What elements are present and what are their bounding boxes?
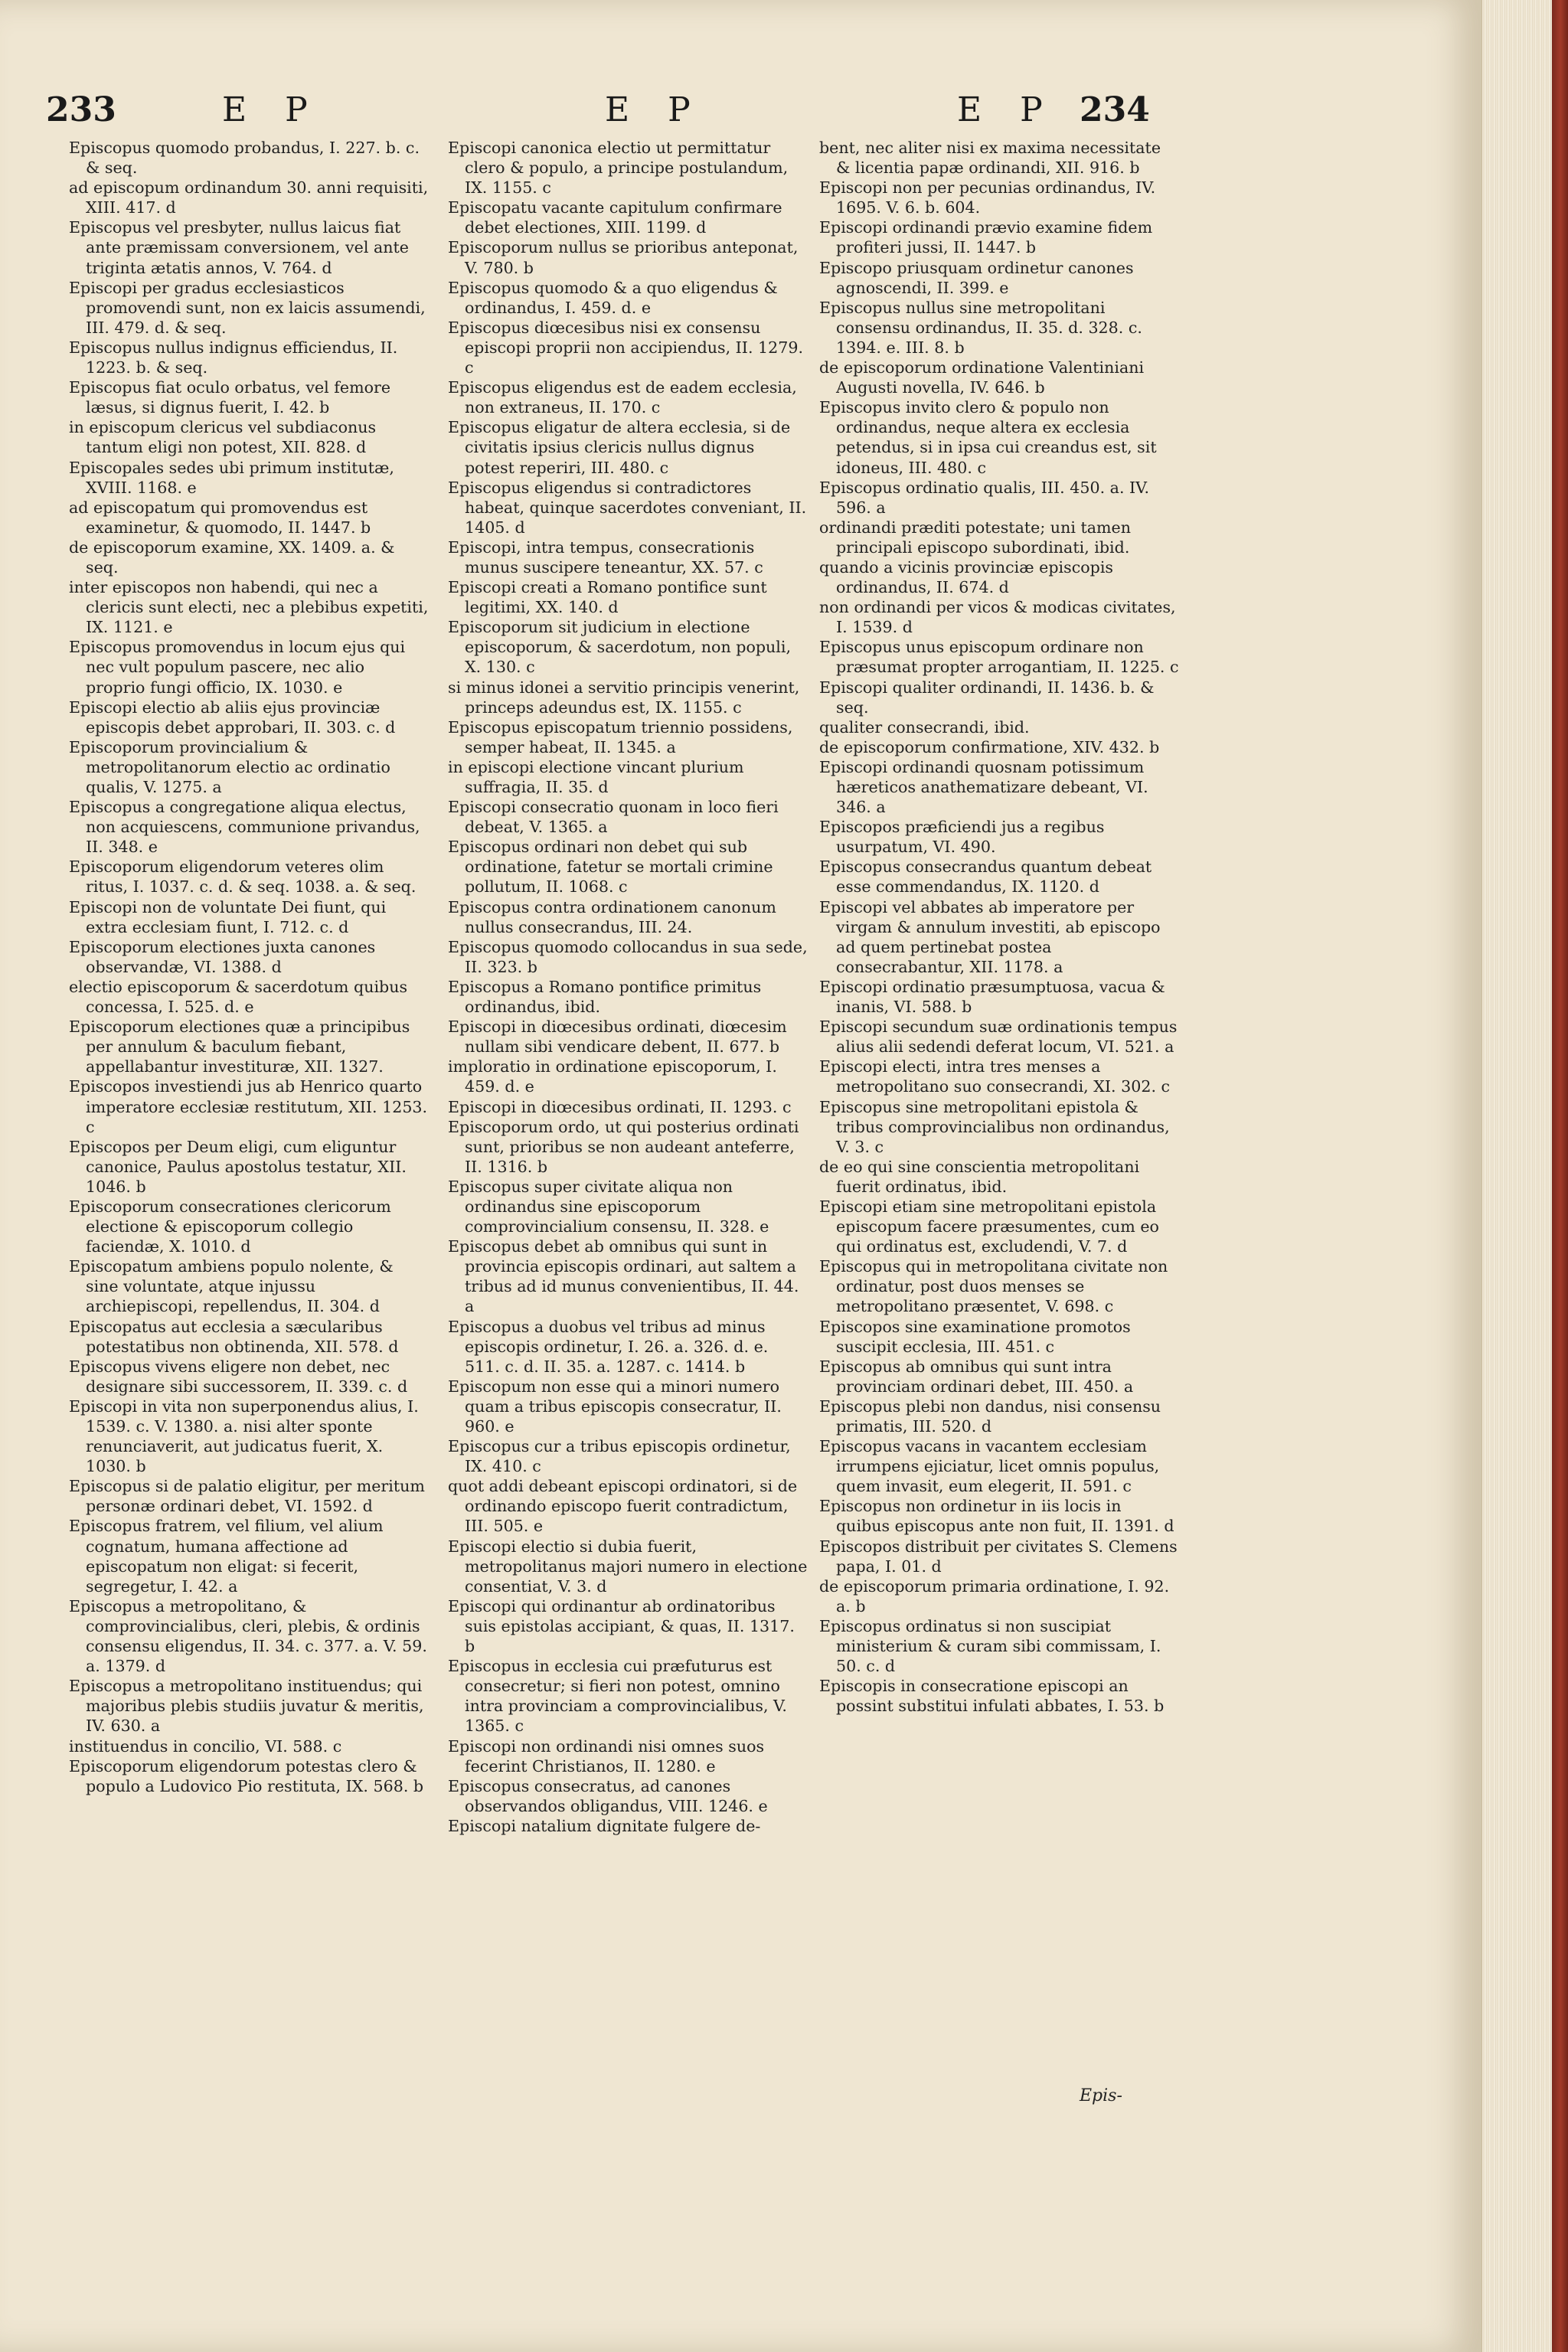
index-entry: bent, nec aliter nisi ex maxima necessitate & licentia papæ ordinandi, XII. 916. b [819,139,1161,178]
index-entry: de episcoporum confirmatione, XIV. 432. b [819,737,1160,756]
index-entry: Episcopus consecrandus quantum debeat esse commendandus, IX. 1120. d [819,858,1152,897]
index-entry: Episcopus vacans in vacantem ecclesiam irrumpens ejiciatur, licet omnis populus, quem invasit, eum elegerit, II. 591. c [819,1437,1160,1496]
index-entry: Episcoporum sit judicium in electione episcoporum, & sacerdotum, non populi, X. 130. c [448,618,792,677]
index-entry: Episcopus a congregatione aliqua electus, non acquiescens, communione privandus, II. 348. e [69,798,420,857]
left-running-head: E P [222,90,322,129]
left-page-number: 233 [46,90,116,129]
index-entry: Episcopus ordinatio qualis, III. 450. a. IV. 596. a [819,478,1149,517]
index-entry: Episcopi non ordinandi nisi omnes suos fecerint Christianos, II. 1280. e [448,1736,765,1775]
index-entry: Episcopi secundum suæ ordinationis tempus alius alii sedendi deferat locum, VI. 521. a [819,1018,1178,1057]
index-entry: Episcopus debet ab omnibus qui sunt in provincia episcopis ordinari, aut saltem a tribus ad id munus convenientibus, II. 44. a [448,1237,799,1316]
index-entry: Episcopus consecratus, ad canones observandos obligandus, VIII. 1246. e [448,1776,768,1815]
index-entry: Episcoporum ordo, ut qui posterius ordinati sunt, prioribus se non audeant anteferre, II. 1316. b [448,1117,799,1176]
page-edges [1481,0,1568,2352]
index-entry: Episcopus a Romano pontifice primitus ordinandus, ibid. [448,977,762,1017]
index-column-right [819,138,1179,1716]
index-entry: non ordinandi per vicos & modicas civitates, I. 1539. d [819,598,1176,637]
index-entry: Episcopos præficiendi jus a regibus usurpatum, VI. 490. [819,818,1105,857]
index-entry: Episcopos investiendi jus ab Henrico quarto imperatore ecclesiæ restitutum, XII. 1253. c [69,1077,428,1136]
center-running-head: E P [605,90,704,129]
index-entry: Episcopi qualiter ordinandi, II. 1436. b. & seq. [819,678,1155,717]
index-entry: ad episcopum ordinandum 30. anni requisiti, XIII. 417. d [69,178,429,217]
index-entry: Episcopus eligendus est de eadem ecclesia, non extraneus, II. 170. c [448,378,797,417]
index-entry: Episcopatum ambiens populo nolente, & sine voluntate, atque injussu archiepiscopi, repellendus, II. 304. d [69,1257,394,1316]
index-entry: inter episcopos non habendi, qui nec a clericis sunt electi, nec a plebibus expetiti, IX. 1121. e [69,578,429,637]
index-entry: Episcopi etiam sine metropolitani epistola episcopum facere præsumentes, cum eo qui ordinatus est, excludendi, V. 7. d [819,1197,1159,1256]
index-entry: instituendus in concilio, VI. 588. c [69,1736,342,1756]
index-entry: Episcopus si de palatio eligitur, per meritum personæ ordinari debet, VI. 1592. d [69,1477,425,1516]
index-entry: Episcopus cur a tribus episcopis ordinetur, IX. 410. c [448,1437,791,1476]
right-page-number: 234 [1080,90,1150,129]
index-entry: Episcopus eligendus si contradictores habeat, quinque sacerdotes conveniant, II. 1405. d [448,478,807,537]
index-entry: Episcopi electio si dubia fuerit, metropolitanus majori numero in electione consentiat, V. 3. d [448,1537,808,1596]
index-entry: Episcopus quomodo collocandus in sua sede, II. 323. b [448,937,808,976]
index-entry: Episcopi creati a Romano pontifice sunt legitimi, XX. 140. d [448,578,767,617]
index-entry: Episcopi natalium dignitate fulgere de- [448,1816,761,1835]
index-entry: Episcopi, intra tempus, consecrationis munus suscipere teneantur, XX. 57. c [448,537,763,577]
index-entry: Episcopi ordinandi prævio examine fidem profiteri jussi, II. 1447. b [819,218,1153,257]
index-column-left [69,138,429,1796]
index-entry: Episcopi electi, intra tres menses a metropolitano suo consecrandi, XI. 302. c [819,1057,1171,1096]
index-entry: in episcopum clericus vel subdiaconus tantum eligi non potest, XII. 828. d [69,418,377,457]
index-entry: Episcopus non ordinetur in iis locis in quibus episcopus ante non fuit, II. 1391. d [819,1497,1174,1536]
index-entry: de episcoporum examine, XX. 1409. a. & seq. [69,537,395,577]
index-entry: Episcopus diœcesibus nisi ex consensu episcopi proprii non accipiendus, II. 1279. c [448,318,803,377]
index-entry: Episcopi consecratio quonam in loco fieri debeat, V. 1365. a [448,798,779,837]
index-entry: Episcoporum provincialium & metropolitanorum electio ac ordinatio qualis, V. 1275. a [69,737,390,796]
index-entry: Episcopi canonica electio ut permittatur clero & populo, a principe postulandum, IX. 1155. c [448,139,789,198]
index-entry: Episcopus vivens eligere non debet, nec designare sibi successorem, II. 339. c. d [69,1357,408,1396]
index-entry: Episcopus plebi non dandus, nisi consensu primatis, III. 520. d [819,1396,1161,1436]
index-entry: Episcopi per gradus ecclesiasticos promovendi sunt, non ex laicis assumendi, III. 479. d. & seq. [69,278,426,337]
index-entry: Episcopo priusquam ordinetur canones agnoscendi, II. 399. e [819,258,1134,297]
index-entry: Episcopales sedes ubi primum institutæ, XVIII. 1168. e [69,458,394,497]
index-entry: in episcopi electione vincant plurium suffragia, II. 35. d [448,757,744,796]
index-entry: Episcopi ordinatio præsumptuosa, vacua & inanis, VI. 588. b [819,977,1165,1017]
index-entry: Episcoporum electiones juxta canones observandæ, VI. 1388. d [69,937,376,976]
index-entry: Episcopus ordinari non debet qui sub ordinatione, fatetur se mortali crimine pollutum, II. 1068. c [448,838,773,897]
index-entry: Episcopus a metropolitano instituendus; qui majoribus plebis studiis juvatur & meritis, IV. 630. a [69,1677,424,1736]
index-entry: Episcopos distribuit per civitates S. Clemens papa, I. 01. d [819,1537,1178,1576]
index-entry: Episcopi non de voluntate Dei fiunt, qui extra ecclesiam fiunt, I. 712. c. d [69,897,387,936]
index-entry: Episcoporum consecrationes clericorum electione & episcoporum collegio faciendæ, X. 1010. d [69,1197,391,1256]
index-entry: Episcopatus aut ecclesia a sæcularibus potestatibus non obtinenda, XII. 578. d [69,1317,399,1356]
right-running-head: E P [957,90,1057,129]
index-entry: Episcopus invito clero & populo non ordinandus, neque altera ex ecclesia petendus, si in ipsa cui creandus est, sit idoneus, III. 480. c [819,398,1157,477]
index-entry: Episcopus promovendus in locum ejus qui nec vult populum pascere, nec alio proprio fungi officio, IX. 1030. e [69,638,406,697]
index-entry: Episcopi in vita non superponendus alius, I. 1539. c. V. 1380. a. nisi alter sponte renunciaverit, aut judicatus fuerit, X. 1030. b [69,1396,419,1476]
index-entry: Episcopus a metropolitano, & comprovincialibus, cleri, plebis, & ordinis consensu eligendus, II. 34. c. 377. a. V. 59. a. 1379. d [69,1596,427,1676]
index-entry: ordinandi præditi potestate; uni tamen principali episcopo subordinati, ibid. [819,518,1131,557]
index-entry: Episcopus contra ordinationem canonum nullus consecrandus, III. 24. [448,897,776,936]
index-entry: Episcopus fiat oculo orbatus, vel femore læsus, si dignus fuerit, I. 42. b [69,378,391,417]
index-entry: quot addi debeant episcopi ordinatori, si de ordinando episcopo fuerit contradictum, III. 505. e [448,1477,798,1536]
index-entry: Episcopis in consecratione episcopi an possint substitui infulati abbates, I. 53. b [819,1677,1165,1716]
index-entry: Episcoporum eligendorum potestas clero & populo a Ludovico Pio restituta, IX. 568. b [69,1756,424,1795]
index-entry: Episcopus episcopatum triennio possidens, semper habeat, II. 1345. a [448,717,793,756]
index-entry: Episcoporum nullus se prioribus anteponat, V. 780. b [448,238,799,277]
index-entry: Episcopus unus episcopum ordinare non præsumat propter arrogantiam, II. 1225. c [819,638,1179,677]
index-entry: Episcoporum electiones quæ a principibus per annulum & baculum fiebant, appellabantur investituræ, XII. 1327. [69,1018,410,1076]
index-entry: Episcopi non per pecunias ordinandus, IV. 1695. V. 6. b. 604. [819,178,1156,217]
index-entry: Episcopus in ecclesia cui præfuturus est consecretur; si fieri non potest, omnino intra provinciam a comprovincialibus, V. 1365. c [448,1657,787,1736]
index-entry: de eo qui sine conscientia metropolitani fuerit ordinatus, ibid. [819,1157,1140,1196]
index-entry: Episcopus ab omnibus qui sunt intra provinciam ordinari debet, III. 450. a [819,1357,1134,1396]
index-entry: Episcopus ordinatus si non suscipiat ministerium & curam sibi commissam, I. 50. c. d [819,1616,1161,1676]
index-entry: Episcopus fratrem, vel filium, vel alium cognatum, humana affectione ad episcopatum non eligat: si fecerit, segregetur, I. 42. a [69,1517,384,1596]
index-entry: Episcopus nullus indignus efficiendus, II. 1223. b. & seq. [69,338,398,377]
index-entry: si minus idonei a servitio principis venerint, princeps adeundus est, IX. 1155. c [448,678,800,717]
index-entry: Episcopi in diœcesibus ordinati, diœcesim nullam sibi vendicare debent, II. 677. b [448,1018,787,1057]
index-entry: ad episcopatum qui promovendus est examinetur, & quomodo, II. 1447. b [69,498,371,537]
index-entry: Episcopus nullus sine metropolitani consensu ordinandus, II. 35. d. 328. c. 1394. e. III. 8. b [819,298,1142,357]
index-entry: Episcopus super civitate aliqua non ordinandus sine episcoporum comprovincialium consensu, II. 328. e [448,1177,769,1236]
index-entry: Episcopus quomodo & a quo eligendus & ordinandus, I. 459. d. e [448,278,778,317]
index-entry: Episcopus quomodo probandus, I. 227. b. c. & seq. [69,139,420,178]
index-entry: de episcoporum primaria ordinatione, I. 92. a. b [819,1576,1170,1615]
index-entry: Episcoporum eligendorum veteres olim ritus, I. 1037. c. d. & seq. 1038. a. & seq. [69,858,416,897]
index-entry: Episcopus vel presbyter, nullus laicus fiat ante præmissam conversionem, vel ante triginta ætatis annos, V. 764. d [69,218,409,277]
index-entry: Episcopi electio ab aliis ejus provinciæ episcopis debet approbari, II. 303. c. d [69,697,396,737]
catchword: Epis- [1080,2086,1122,2105]
index-entry: Episcopus sine metropolitani epistola & tribus comprovincialibus non ordinandus, V. 3. c [819,1097,1170,1156]
index-column-center [448,138,808,1836]
index-entry: Episcopus eligatur de altera ecclesia, si de civitatis ipsius clericis nullus dignus potest reperiri, III. 480. c [448,418,791,477]
index-entry: imploratio in ordinatione episcoporum, I. 459. d. e [448,1057,777,1096]
index-entry: electio episcoporum & sacerdotum quibus concessa, I. 525. d. e [69,977,408,1017]
index-entry: Episcopi vel abbates ab imperatore per virgam & annulum investiti, ab episcopo ad quem pertinebat postea consecrabantur, XII. 1178. a [819,897,1161,976]
index-entry: qualiter consecrandi, ibid. [819,717,1030,737]
index-entry: Episcopos per Deum eligi, cum eliguntur canonice, Paulus apostolus testatur, XII. 1046. b [69,1137,407,1196]
index-entry: Episcopatu vacante capitulum confirmare debet electiones, XIII. 1199. d [448,198,782,237]
index-entry: Episcopus qui in metropolitana civitate non ordinatur, post duos menses se metropolitano præsentet, V. 698. c [819,1257,1168,1316]
index-entry: Episcopi ordinandi quosnam potissimum hæreticos anathematizare debeant, VI. 346. a [819,757,1148,817]
index-entry: Episcopi qui ordinantur ab ordinatoribus suis epistolas accipiant, & quas, II. 1317. b [448,1596,795,1656]
index-entry: Episcopum non esse qui a minori numero quam a tribus episcopis consecratur, II. 960. e [448,1377,782,1436]
index-entry: Episcopos sine examinatione promotos suscipit ecclesia, III. 451. c [819,1317,1131,1356]
index-entry: Episcopus a duobus vel tribus ad minus episcopis ordinetur, I. 26. a. 326. d. e. 511. c. d. II. 35. a. 1287. c. 1414. b [448,1317,769,1376]
binding-edge [1552,0,1568,2352]
index-entry: de episcoporum ordinatione Valentiniani Augusti novella, IV. 646. b [819,358,1145,397]
index-entry: Episcopi in diœcesibus ordinati, II. 1293. c [448,1097,792,1116]
index-entry: quando a vicinis provinciæ episcopis ordinandus, II. 674. d [819,557,1113,597]
